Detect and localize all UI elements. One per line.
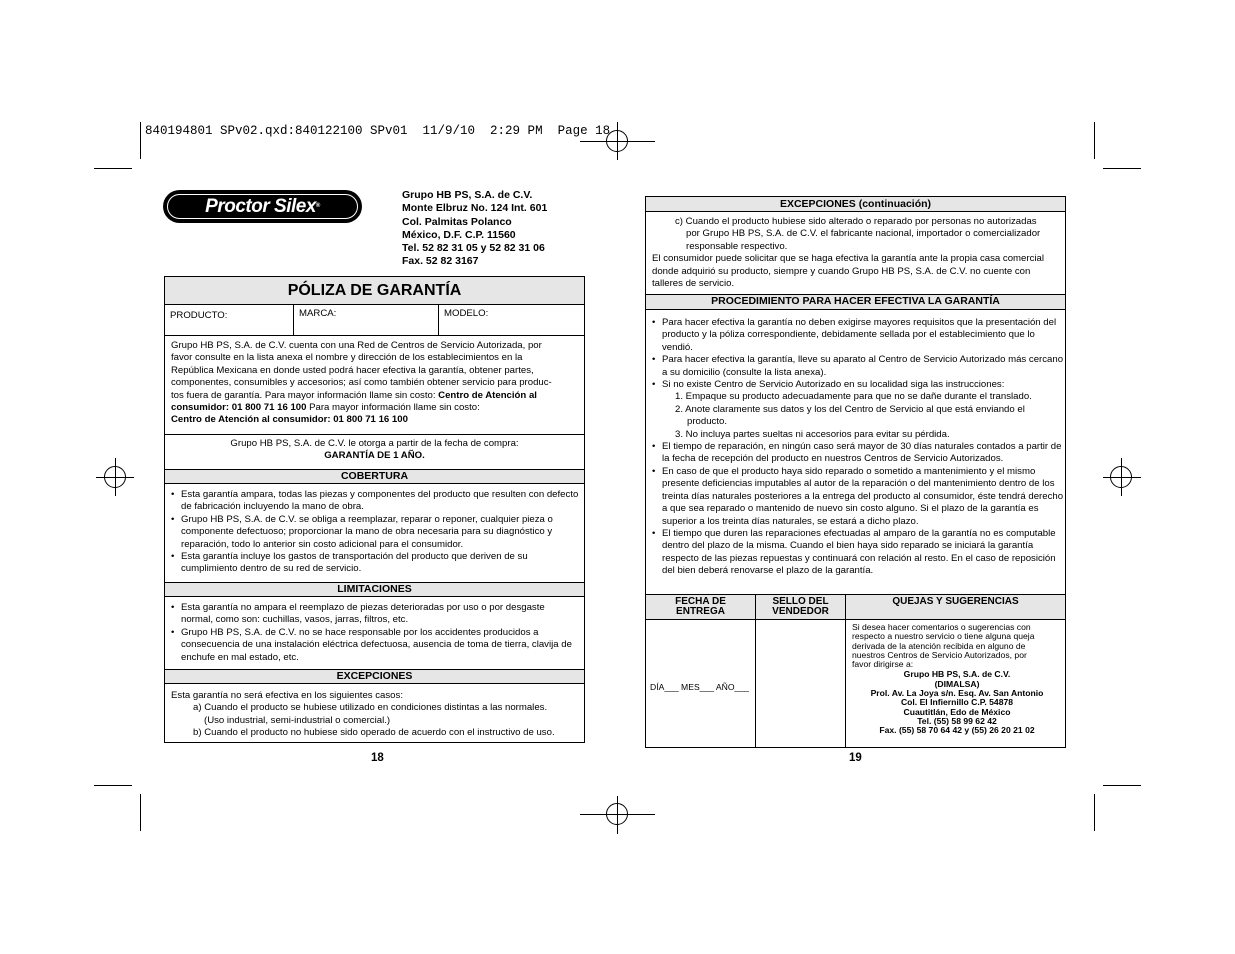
crop-mark — [1094, 794, 1095, 831]
page-number: 18 — [371, 752, 384, 764]
quejas-header: QUEJAS Y SUGERENCIAS — [892, 596, 1019, 607]
proctor-silex-logo: Proctor Silex® — [163, 190, 362, 223]
crop-mark — [1103, 785, 1141, 786]
list-item: • Grupo HB PS, S.A. de C.V. no se hace responsable por los accidentes producidos a consecuencia de una instalación eléctrica defectuosa, ausencia de toma de tierra, clavija de enchufe en mal estado, etc. — [171, 627, 579, 664]
crop-mark — [140, 122, 141, 159]
registration-circle — [606, 803, 628, 825]
list-item: • Para hacer efectiva la garantía no deben exigirse mayores requisitos que la presentación del producto y la póliza correspondiente, debidamente sellada por el establecimiento que lo vendió. — [652, 317, 1064, 354]
excepciones-header: EXCEPCIONES — [165, 669, 584, 684]
cobertura-header: COBERTURA — [165, 469, 584, 484]
list-item: • El tiempo que duren las reparaciones efectuadas al amparo de la garantía no es computable dentro del plazo de la misma. Cuando el bien haya sido reparado se iniciará la garantía respecto de las piezas repuestas y continuará con relación al resto. En el caso de reposición del bien deberá renovarse el plazo de la garantía. — [652, 528, 1064, 578]
print-slug: 840194801 SPv02.qxd:840122100 SPv01 11/9/10 2:29 PM Page 18 — [145, 124, 611, 138]
registration-circle — [606, 130, 628, 152]
excepciones-cont-header: EXCEPCIONES (continuación) — [646, 197, 1065, 212]
warranty-policy-form — [164, 276, 585, 743]
crop-mark — [1103, 168, 1141, 169]
procedimiento-text: • Para hacer efectiva la garantía no deben exigirse mayores requisitos que la presentación del producto y la póliza correspondiente, debidamente sellada por el establecimiento que lo vendió. • Para hacer efectiva la garantía, lleve su aparato al Centro de Servicio Autorizado más cercano a su domicilio (consulte la lista anexa). • Si no existe Centro de Servicio Autorizado en su localidad siga las instrucciones: 1. Empaque su producto adecuadamente para que no se dañe durante el translado. 2. Anote claramente sus datos y los del Centro de Servicio al que está enviando el producto. 3. No incluya partes sueltas ni accesorios para evitar su pérdida. • El tiempo de reparación, en ningún caso será mayor de 30 días naturales contados a partir de la fecha de recepción del producto en nuestros Centros de Servicio Autorizados. • En caso de que el producto haya sido reparado o sometido a mantenimiento y el mismo presente deficiencias imputables al autor de la reparación o del mantenimiento dentro de los treinta días naturales posteriores a la entrega del producto al consumidor, éste tendrá derecho a que sea reparado o mantenido de nuevo sin costo alguno. Si el plazo de la garantía es superior a los treinta días naturales, se estará a dicho plazo. • El tiempo que duren las reparaciones efectuadas al amparo de la garantía no es computable dentro del plazo de la misma. Cuando el bien haya sido reparado se iniciará la garantía respecto de las piezas repuestas y continuará con relación al resto. En el caso de reposición del bien deberá renovarse el plazo de la garantía. — [652, 317, 1064, 578]
list-item: • Para hacer efectiva la garantía, lleve su aparato al Centro de Servicio Autorizado más cercano a su domicilio (consulte la lista anexa). — [652, 354, 1064, 379]
crop-mark — [140, 794, 141, 831]
intro-section: Grupo HB PS, S.A. de C.V. cuenta con una Red de Centros de Servicio Autorizada, por favor consulte en la lista anexa el nombre y dirección de los establecimientos en la República Mexicana en donde usted podrá hacer efectiva la garantía, obtener partes, componentes, consumibles y accesorios; así como también obtener servicio para produc- tos fuera de garantía. Para mayor información llame sin costo: Centro de Atención al consumidor: 01 800 71 16 100 Para mayor información llame sin costo: Centro de Atención al consumidor: 01 800 71 16 100 — [165, 335, 584, 435]
excepciones-cont-text: c) Cuando el producto hubiese sido alterado o reparado por personas no autorizadas por Grupo HB PS, S.A. de C.V. el fabricante nacional, importador o comercializador responsable respectivo. El consumidor puede solicitar que se haga efectiva la garantía ante la propia casa comercial donde adquirió su producto, siempre y cuando Grupo HB PS, S.A. de C.V. no cuente con talleres de servicio. — [652, 216, 1044, 290]
date-field: DÍA___ MES___ AÑO___ — [650, 682, 749, 692]
registration-circle — [104, 466, 126, 488]
limitaciones-header: LIMITACIONES — [165, 582, 584, 597]
crop-mark — [94, 168, 132, 169]
limitaciones-list — [171, 602, 579, 664]
cobertura-list — [171, 489, 579, 576]
delivery-table — [645, 594, 1066, 748]
list-item: • Esta garantía incluye los gastos de transportación del producto que deriven de su cumplimiento dentro de su red de servicio. — [171, 551, 579, 576]
excepciones-text: Esta garantía no será efectiva en los siguientes casos: a) Cuando el producto se hubiese utilizado en condiciones distintas a las normales. (Uso industrial, semi-industrial o comercial.) b) Cuando el producto no hubiese sido operado de acuerdo con el instructivo de uso. — [171, 690, 555, 739]
list-item: • En caso de que el producto haya sido reparado o sometido a mantenimiento y el mismo presente deficiencias imputables al autor de la reparación o del mantenimiento dentro de los treinta días naturales posteriores a la entrega del producto al consumidor, éste tendrá derecho a que sea reparado o mantenido de nuevo sin costo alguno. Si el plazo de la garantía es superior a los treinta días naturales, se estará a dicho plazo. — [652, 466, 1064, 528]
company-address: Grupo HB PS, S.A. de C.V. Monte Elbruz No. 124 Int. 601 Col. Palmitas Polanco México, D.F. C.P. 11560 Tel. 52 82 31 05 y 52 82 31 06 Fax. 52 82 3167 — [402, 189, 548, 268]
warranty-procedure-box — [645, 196, 1066, 596]
modelo-label: MODELO: — [444, 308, 489, 319]
sello-vendedor-header: SELLO DEL VENDEDOR — [772, 596, 829, 617]
list-item: • Grupo HB PS, S.A. de C.V. se obliga a reemplazar, reparar o reponer, cualquier pieza o componente defectuoso; proporcionar la mano de obra necesaria para su diagnóstico y reparación, todo lo anterior sin costo adicional para el consumidor. — [171, 514, 579, 551]
marca-label: MARCA: — [299, 308, 337, 319]
list-item: • Si no existe Centro de Servicio Autorizado en su localidad siga las instrucciones: — [652, 379, 1064, 391]
page-number: 19 — [849, 752, 862, 764]
list-item: • Esta garantía no ampara el reemplazo de piezas deterioradas por uso o por desgaste normal, como son: cuchillas, vasos, jarras, filtros, etc. — [171, 602, 579, 627]
policy-title: PÓLIZA DE GARANTÍA — [165, 277, 584, 305]
product-fields-row — [165, 304, 584, 336]
procedimiento-header: PROCEDIMIENTO PARA HACER EFECTIVA LA GARANTÍA — [646, 294, 1065, 310]
list-item: • El tiempo de reparación, en ningún caso será mayor de 30 días naturales contados a partir de la fecha de recepción del producto en nuestros Centros de Servicio Autorizados. — [652, 441, 1064, 466]
fecha-entrega-header: FECHA DE ENTREGA — [675, 596, 726, 617]
registration-circle — [1110, 466, 1132, 488]
grant-section: Grupo HB PS, S.A. de C.V. le otorga a partir de la fecha de compra: GARANTÍA DE 1 AÑO. — [165, 434, 584, 470]
producto-label: PRODUCTO: — [170, 310, 228, 321]
quejas-text: Si desea hacer comentarios o sugerencias con respecto a nuestro servicio o tiene alguna queja derivada de la atención recibida en alguno de nuestros Centros de Servicio Autorizados, por favor dirigirse a: Grupo HB PS, S.A. de C.V. (DIMALSA) Prol. Av. La Joya s/n. Esq. Av. San Antonio Col. El Infiernillo C.P. 54878 Cuautitlán, Edo de México Tel. (55) 58 99 62 42 Fax. (55) 58 70 64 42 y (55) 26 20 21 02 — [852, 622, 1044, 736]
crop-mark — [94, 785, 132, 786]
list-item: • Esta garantía ampara, todas las piezas y componentes del producto que resulten con defecto de fabricación incluyendo la mano de obra. — [171, 489, 579, 514]
crop-mark — [1094, 122, 1095, 159]
